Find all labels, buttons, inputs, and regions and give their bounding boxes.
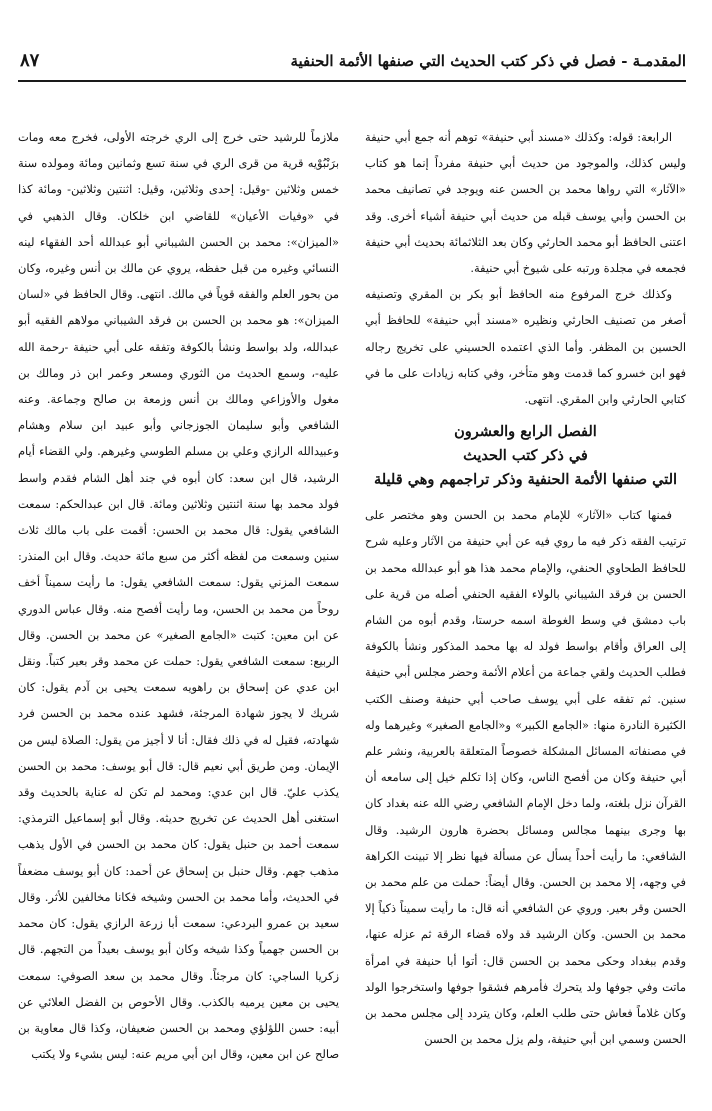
chapter-heading-line: في ذكر كتب الحديث: [463, 447, 588, 465]
chapter-heading-line: التي صنفها الأئمة الحنفية وذكر تراجمهم وهي قليلة: [373, 471, 678, 489]
paragraph: ملازماً للرشيد حتى خرج إلى الري خرجته الأولى، فخرج معه ومات برَنْبُوْيه قرية من قرى الري في سنة تسع وثمانين ومائة ومولده سنة خمس وثلاثين -وقيل: إحدى وثلاثين، وقيل: اثنتين وثلاثين- ومائة كذا في «وفيات الأعيان» للقاضي ابن خلكان. وقال الذهبي في «الميزان»: محمد بن الحسن الشيباني أبو عبدالله أحد الفقهاء لينه النسائي وغيره من قبل حفظه، يروي عن مالك بن أنس وغيره، وكان من بحور العلم والفقه قوياً في مالك. انتهى. وقال الحافظ في «لسان الميزان»: هو محمد بن الحسن بن فرقد الشيباني مولاهم الفقيه أبو عبدالله، ولد بواسط ونشأ بالكوفة وتفقه على أبي حنيفة -رحمة الله عليه-، وسمع الحديث من الثوري ومسعر وعمر ابن ذر ومالك بن مغول والأوزاعي ومالك بن أنس وزمعة بن صالح وجماعة. وعنه الشافعي وأبو سليمان الجوزجاني وأبو عبيد ابن سلام وهشام وعبيدالله الرازي وعلي بن مسلم الطوسي وغيرهم. ولي القضاء أيام الرشيد، قال ابن سعد: كان أبوه في جند أهل الشام فقدم واسط فولد محمد بها سنة اثنتين وثلاثين ومائة. قال ابن عبدالحكم: سمعت الشافعي يقول: قال محمد بن الحسن: أقمت على باب مالك ثلاث سنين وسمعت من لفظه أكثر من سبع مائة حديث. وقال ابن المنذر: سمعت المزني يقول: سمعت الشافعي يقول: ما رأيت سميناً أخف روحاً من محمد بن الحسن، وما رأيت أفصح منه. وقال عباس الدوري عن ابن معين: كتبت «الجامع الصغير» عن محمد بن الحسن. وقال الربيع: سمعت الشافعي يقول: حملت عن محمد وقر بعير كتباً. ونقل ابن عدي عن إسحاق بن راهويه سمعت يحيى بن آدم يقول: كان شريك لا يجوز شهادة المرجئة، فشهد عنده محمد بن الحسن فرد شهادته، فقيل له في ذلك فقال: أنا لا أجيز من يقول: الصلاة ليس من الإيمان. ومن طريق أبي نعيم قال: قال أبو يوسف: محمد بن الحسن يكذب عليّ. قال ابن عدي: ومحمد لم تكن له عناية بالحديث وقد استغنى أهل الحديث عن تخريج حديثه. وقال أبو إسماعيل الترمذي: سمعت أحمد بن حنبل يقول: كان محمد بن الحسن في الأول يذهب مذهب جهم. وقال حنبل بن إسحاق عن أحمد: كان أبو يوسف مضعفاً في الحديث، وأما محمد بن الحسن وشيخه فكانا مخالفين للأثر. وقال سعيد بن عمرو البردعي: سمعت أبا زرعة الرازي يقول: كان محمد بن الحسن جهمياً وكذا شيخه وكان أبو يوسف بعيداً من التجهم. قال زكريا الساجي: كان مرجئاً. وقال محمد بن سعد الصوفي: سمعت يحيى بن معين يرميه بالكذب. وقال الأحوص بن الفضل العلائي عن أبيه: حسن اللؤلؤي ومحمد بن الحسن ضعيفان، وكذا قال معاوية بن صالح عن ابن معين، وقال ابن أبي مريم عنه: ليس بشيء ولا يكتب: [18, 130, 339, 1062]
chapter-heading-line: الفصل الرابع والعشرون: [454, 423, 597, 441]
right-column: [365, 124, 686, 1071]
left-column: [18, 124, 339, 1071]
running-title: المقدمـة - فصل في ذكر كتب الحديث التي صنفها الأئمة الحنفية: [290, 52, 686, 70]
page-header: [18, 50, 686, 82]
paragraph: الرابعة: قوله: وكذلك «مسند أبي حنيفة» توهم أنه جمع أبي حنيفة وليس كذلك، والموجود من حديث أبي حنيفة مفرداً إنما هو كتاب «الآثار» التي رواها محمد بن الحسن عنه ويوجد في تصانيف محمد بن الحسن وأبي يوسف قبله من حديث أبي حنيفة أشياء أخرى. وقد اعتنى الحافظ أبو محمد الحارثي وكان بعد الثلاثمائة بحديث أبي حنيفة فجمعه في مجلدة ورتبه على شيوخ أبي حنيفة.: [365, 130, 686, 276]
chapter-heading: [365, 420, 686, 492]
paragraph: وكذلك خرج المرفوع منه الحافظ أبو بكر بن المقري وتصنيفه أصغر من تصنيف الحارثي ونظيره «مسند أبي حنيفة» للحافظ أبي الحسين بن المظفر. وأما الذي اعتمده الحسيني على تخريج رجاله فهو ابن خسرو كما قدمت وهو متأخر، وفي كتابه زيادات على ما في كتابي الحارثي وابن المقري. انتهى.: [365, 287, 686, 407]
text-columns: [18, 124, 686, 1071]
page-number: ٨٧: [20, 50, 40, 71]
paragraph: فمنها كتاب «الآثار» للإمام محمد بن الحسن وهو مختصر على ترتيب الفقه ذكر فيه ما روي فيه عن أبي حنيفة من الآثار وعليه شرح للحافظ الطحاوي الحنفي، والإمام محمد هذا هو أبو عبدالله محمد بن الحسن بن فرقد الشيباني بالولاء الفقيه الحنفي أصله من قرية على باب دمشق في وسط الغوطة اسمه حرستا، وقدم أبوه من الشام إلى العراق وأقام بواسط فولد له بها محمد المذكور ونشأ بالكوفة فطلب الحديث ولقي جماعة من أعلام الأئمة وحضر مجلس أبي حنيفة سنين. ثم تفقه على أبي يوسف صاحب أبي حنيفة وصنف الكتب الكثيرة النادرة منها: «الجامع الكبير» و«الجامع الصغير» وغيرهما وله في مصنفاته المسائل المشكلة خصوصاً المتعلقة بالعربية، ونشر علم أبي حنيفة وكان من أفصح الناس، وكان إذا تكلم خيل إلى سامعه أن القرآن نزل بلغته، ولما دخل الإمام الشافعي رضي الله عنه بغداد كان بها وجرى بينهما مجالس ومسائل بحضرة هارون الرشيد. وقال الشافعي: ما رأيت أحداً يسأل عن مسألة فيها نظر إلا تبينت الكراهة في وجهه، إلا محمد بن الحسن. وقال أيضاً: حملت من علم محمد بن الحسن وقر بعير. وروي عن الشافعي أنه قال: ما رأيت سميناً ذكياً إلا محمد بن الحسن. وكان الرشيد قد ولاه قضاء الرقة ثم عزله عنها، وقدم ببغداد وحكى محمد بن الحسن قال: أتوا أبا حنيفة في امرأة ماتت وفي جوفها ولد يتحرك فأمرهم فشقوا جوفها واستخرجوا الولد وكان غلاماً فعاش حتى طلب العلم، وكان يتردد إلى مجلس محمد بن الحسن وسمي ابن أبي حنيفة، ولم يزل محمد بن الحسن: [365, 508, 686, 1047]
